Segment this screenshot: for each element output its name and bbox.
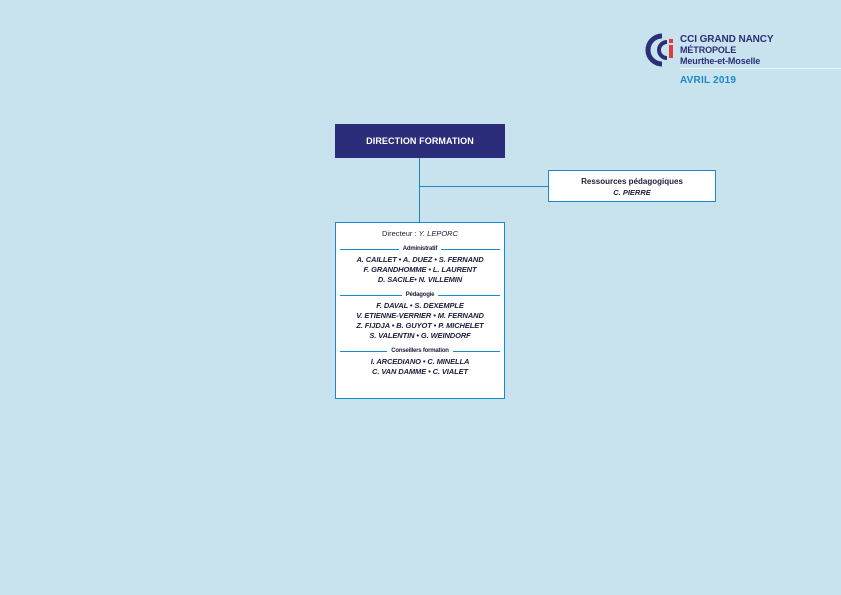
- names-line: D. SACILE• N. VILLEMIN: [377, 275, 463, 284]
- names-conseillers: [336, 357, 504, 377]
- section-label: Administratif: [402, 246, 438, 252]
- names-line: C. VAN DAMME • C. VIALET: [372, 367, 468, 376]
- section-header-administratif: [340, 245, 500, 253]
- section-rule: [441, 249, 500, 250]
- document-date: AVRIL 2019: [680, 75, 737, 86]
- connector-horizontal: [420, 186, 548, 187]
- team-box: [335, 222, 505, 399]
- names-line: Z. FIJDJA • B. GUYOT • P. MICHELET: [356, 321, 484, 330]
- direction-formation-box: [335, 124, 505, 158]
- section-label: Conseillers formation: [391, 348, 449, 354]
- header-divider: [680, 68, 841, 69]
- section-header-conseillers: [340, 347, 500, 355]
- section-label: Pédagogie: [405, 292, 435, 298]
- names-line: A. CAILLET • A. DUEZ • S. FERNAND: [356, 255, 484, 264]
- ressources-pedagogiques-box: [548, 170, 716, 202]
- connector-vertical: [419, 158, 420, 222]
- ressources-person: C. PIERRE: [613, 188, 651, 197]
- director-name: Y. LEPORC: [418, 229, 458, 238]
- brand-line-2: MÉTROPOLE: [680, 45, 737, 55]
- director-label: Directeur :: [381, 229, 419, 238]
- cci-logo-icon: [645, 33, 685, 67]
- names-administratif: [336, 255, 504, 285]
- names-line: I. ARCEDIANO • C. MINELLA: [370, 357, 470, 366]
- names-pedagogie: [336, 301, 504, 341]
- section-rule: [453, 351, 500, 352]
- names-line: F. GRANDHOMME • L. LAURENT: [363, 265, 477, 274]
- names-line: V. ETIENNE-VERRIER • M. FERNAND: [356, 311, 484, 320]
- section-rule: [340, 351, 387, 352]
- brand-name: CCI GRAND NANCY: [680, 34, 774, 45]
- brand-block: [680, 34, 774, 67]
- section-header-pedagogie: [340, 291, 500, 299]
- section-rule: [438, 295, 500, 296]
- names-line: S. VALENTIN • G. WEINDORF: [369, 331, 471, 340]
- names-line: F. DAVAL • S. DEXEMPLE: [376, 301, 464, 310]
- brand-region: Meurthe-et-Moselle: [680, 56, 761, 66]
- direction-title: DIRECTION FORMATION: [366, 136, 474, 146]
- ressources-title: Ressources pédagogiques: [581, 177, 683, 186]
- section-rule: [340, 295, 402, 296]
- section-rule: [340, 249, 399, 250]
- director-line: [336, 229, 504, 239]
- cci-logo: [645, 33, 685, 67]
